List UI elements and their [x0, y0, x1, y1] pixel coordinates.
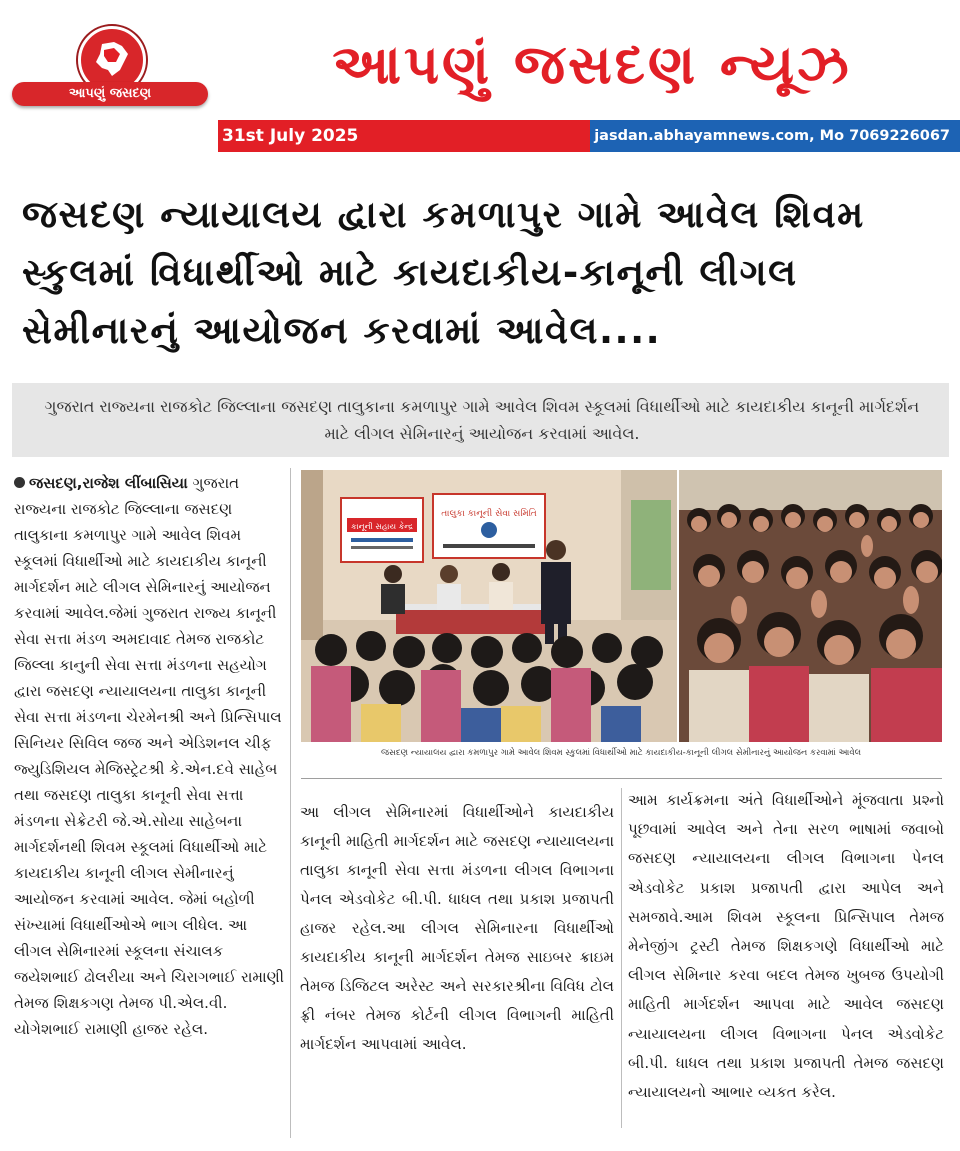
column-divider [621, 788, 622, 1128]
article-column-middle: આ લીગલ સેમિનારમાં વિધાર્થીઓને કાયદાકીય કાનૂની માહિતી માર્ગદર્શન માટે જસદણ ન્યાયાલયના તાલુકા કાનૂની સેવા સત્તા મંડળના લીગલ વિભાગના પેનલ એડવોકેટ બી.પી. ધાધલ તથા પ્રકાશ પ્રજાપતી હાજર રહેલ.આ લીગલ સેમિનારના વિધાર્થીઓ કાયદાકીય કાનૂની માર્ગદર્શન તેમજ સાઇબર ક્રાઇમ તેમજ ડિજિટલ અરેસ્ટ અને સરકારશ્રીના વિવિધ ટોલ ફ્રી નંબર તેમજ કોર્ટની લીગલ વિભાગની માહિતી માર્ગદર્શન આપવામાં આવેલ. [300, 803, 614, 1053]
masthead-title: આપણું જસદણ ન્યૂઝ [332, 33, 852, 96]
issue-date: 31st July 2025 [218, 120, 590, 152]
article-summary: ગુજરાત રાજ્યના રાજકોટ જિલ્લાના જસદણ તાલુકાના કમળાપુર ગામે આવેલ શિવમ સ્કૂલમાં વિધાર્થીઓ માટે કાયદાકીય કાનૂની માર્ગદર્શન માટે લીગલ સેમિનારનું આયોજન કરવામાં આવેલ. [44, 397, 920, 443]
article-column-right: આમ કાર્યક્રમના અંતે વિધાર્થીઓને મૂંજવાતા પ્રશ્નો પૂછવામાં આવેલ અને તેના સરળ ભાષામાં જવાબો જસદણ ન્યાયાલયના લીગલ વિભાગના પેનલ એડવોકેટ પ્રકાશ પ્રજાપતી દ્વારા આપેલ અને સમજાવે.આમ શિવમ સ્કૂલના પ્રિન્સિપાલ તેમજ મેનેજીંગ ટ્રસ્ટી તેમજ શિક્ષકગણે વિધાર્થીઓ માટે લીગલ સેમિનાર કરવા બદલ તેમજ ખુબજ ઉપયોગી માહિતી માર્ગદર્શન આપવા માટે આવેલ જસદણ ન્યાયાલયના લીગલ વિભાગના પેનલ એડવોકેટ બી.પી. ધાધલ તથા પ્રકાશ પ્રજાપતી તેમજ જસદણ ન્યાયાલયનો આભાર વ્યકત કરેલ. [628, 791, 944, 1102]
summary-box [12, 383, 949, 457]
article-column-left [14, 470, 286, 1042]
contact-info: jasdan.abhayamnews.com, Mo 7069226067 [590, 120, 960, 152]
gujarat-map-icon [94, 40, 130, 78]
column-divider [290, 468, 291, 1138]
article-headline: જસદણ ન્યાયાલય દ્વારા કમળાપુર ગામે આવેલ શિવમ સ્કુલમાં વિધાર્થીઓ માટે કાયદાકીય-કાનૂની લીગલ સેમીનારનું આયોજન કરવામાં આવેલ.... [22, 193, 865, 352]
bullet-icon [14, 477, 25, 488]
logo-badge: આપણું જસદણ [12, 82, 208, 106]
students-photo [679, 470, 942, 742]
section-divider [301, 778, 942, 779]
banner-left-title: કાનૂની સહાય કેન્દ્ર [351, 522, 413, 531]
column-left-text: ગુજરાત રાજ્યના રાજકોટ જિલ્લાના જસદણ તાલુકાના કમળાપુર ગામે આવેલ શિવમ સ્કૂલમાં વિધાર્થીઓ માટે કાયદાકીય કાનૂની માર્ગદર્શન માટે લીગલ સેમિનારનું આયોજન કરવામાં આવેલ.જેમાં ગુજરાત રાજ્ય કાનૂની સેવા સત્તા મંડળ અમદાવાદ તેમજ રાજકોટ જિલ્લા કાનુની સેવા સત્તા મંડળના સહયોગ દ્વારા જસદણ ન્યાયાલયના તાલુકા કાનૂની સેવા સત્તા મંડળના ચેરમેનશ્રી અને પ્રિન્સિપાલ સિનિયર સિવિલ જજ અને એડિશનલ ચીફ જ્યુડિશિયલ મેજિસ્ટ્રેટશ્રી કે.એન.દવે સાહેબ તથા જસદણ તાલુકા કાનૂની સેવા સત્તા મંડળના સેક્રેટરી જે.એ.સોયા સાહેબના માર્ગદર્શનથી શિવમ સ્કૂલમાં વિધાર્થીઓ માટે કાયદાકીય કાનૂની લીગલ સેમીનારનું આયોજન કરવામાં આવેલ. જેમાં બહોળી સંખ્યામાં વિધાર્થીઓએ ભાગ લીધેલ. આ લીગલ સેમિનારમાં સ્કૂલના સંચાલક જયેશભાઈ ઢોલરીયા અને ચિરાગભાઈ રામાણી તેમજ શિક્ષકગણ તેમજ પી.એલ.વી. યોગેશભાઈ રામાણી હાજર રહેલ. [14, 474, 285, 1038]
logo [12, 26, 208, 108]
byline: જસદણ,રાજેશ લીંબાસિયા [29, 474, 188, 492]
photo-caption: જસદણ ન્યાયાલય દ્વારા કમળાપુર ગામે આવેલ શિવમ સ્કુલમાં વિધાર્થીઓ માટે કાયદાકીય-કાનૂની લીગલ સેમીનારનું આયોજન કરવામાં આવેલ [380, 748, 862, 758]
seminar-photo [301, 470, 677, 742]
banner-right-title: તાલુકા કાનૂની સેવા સમિતિ [441, 509, 537, 519]
